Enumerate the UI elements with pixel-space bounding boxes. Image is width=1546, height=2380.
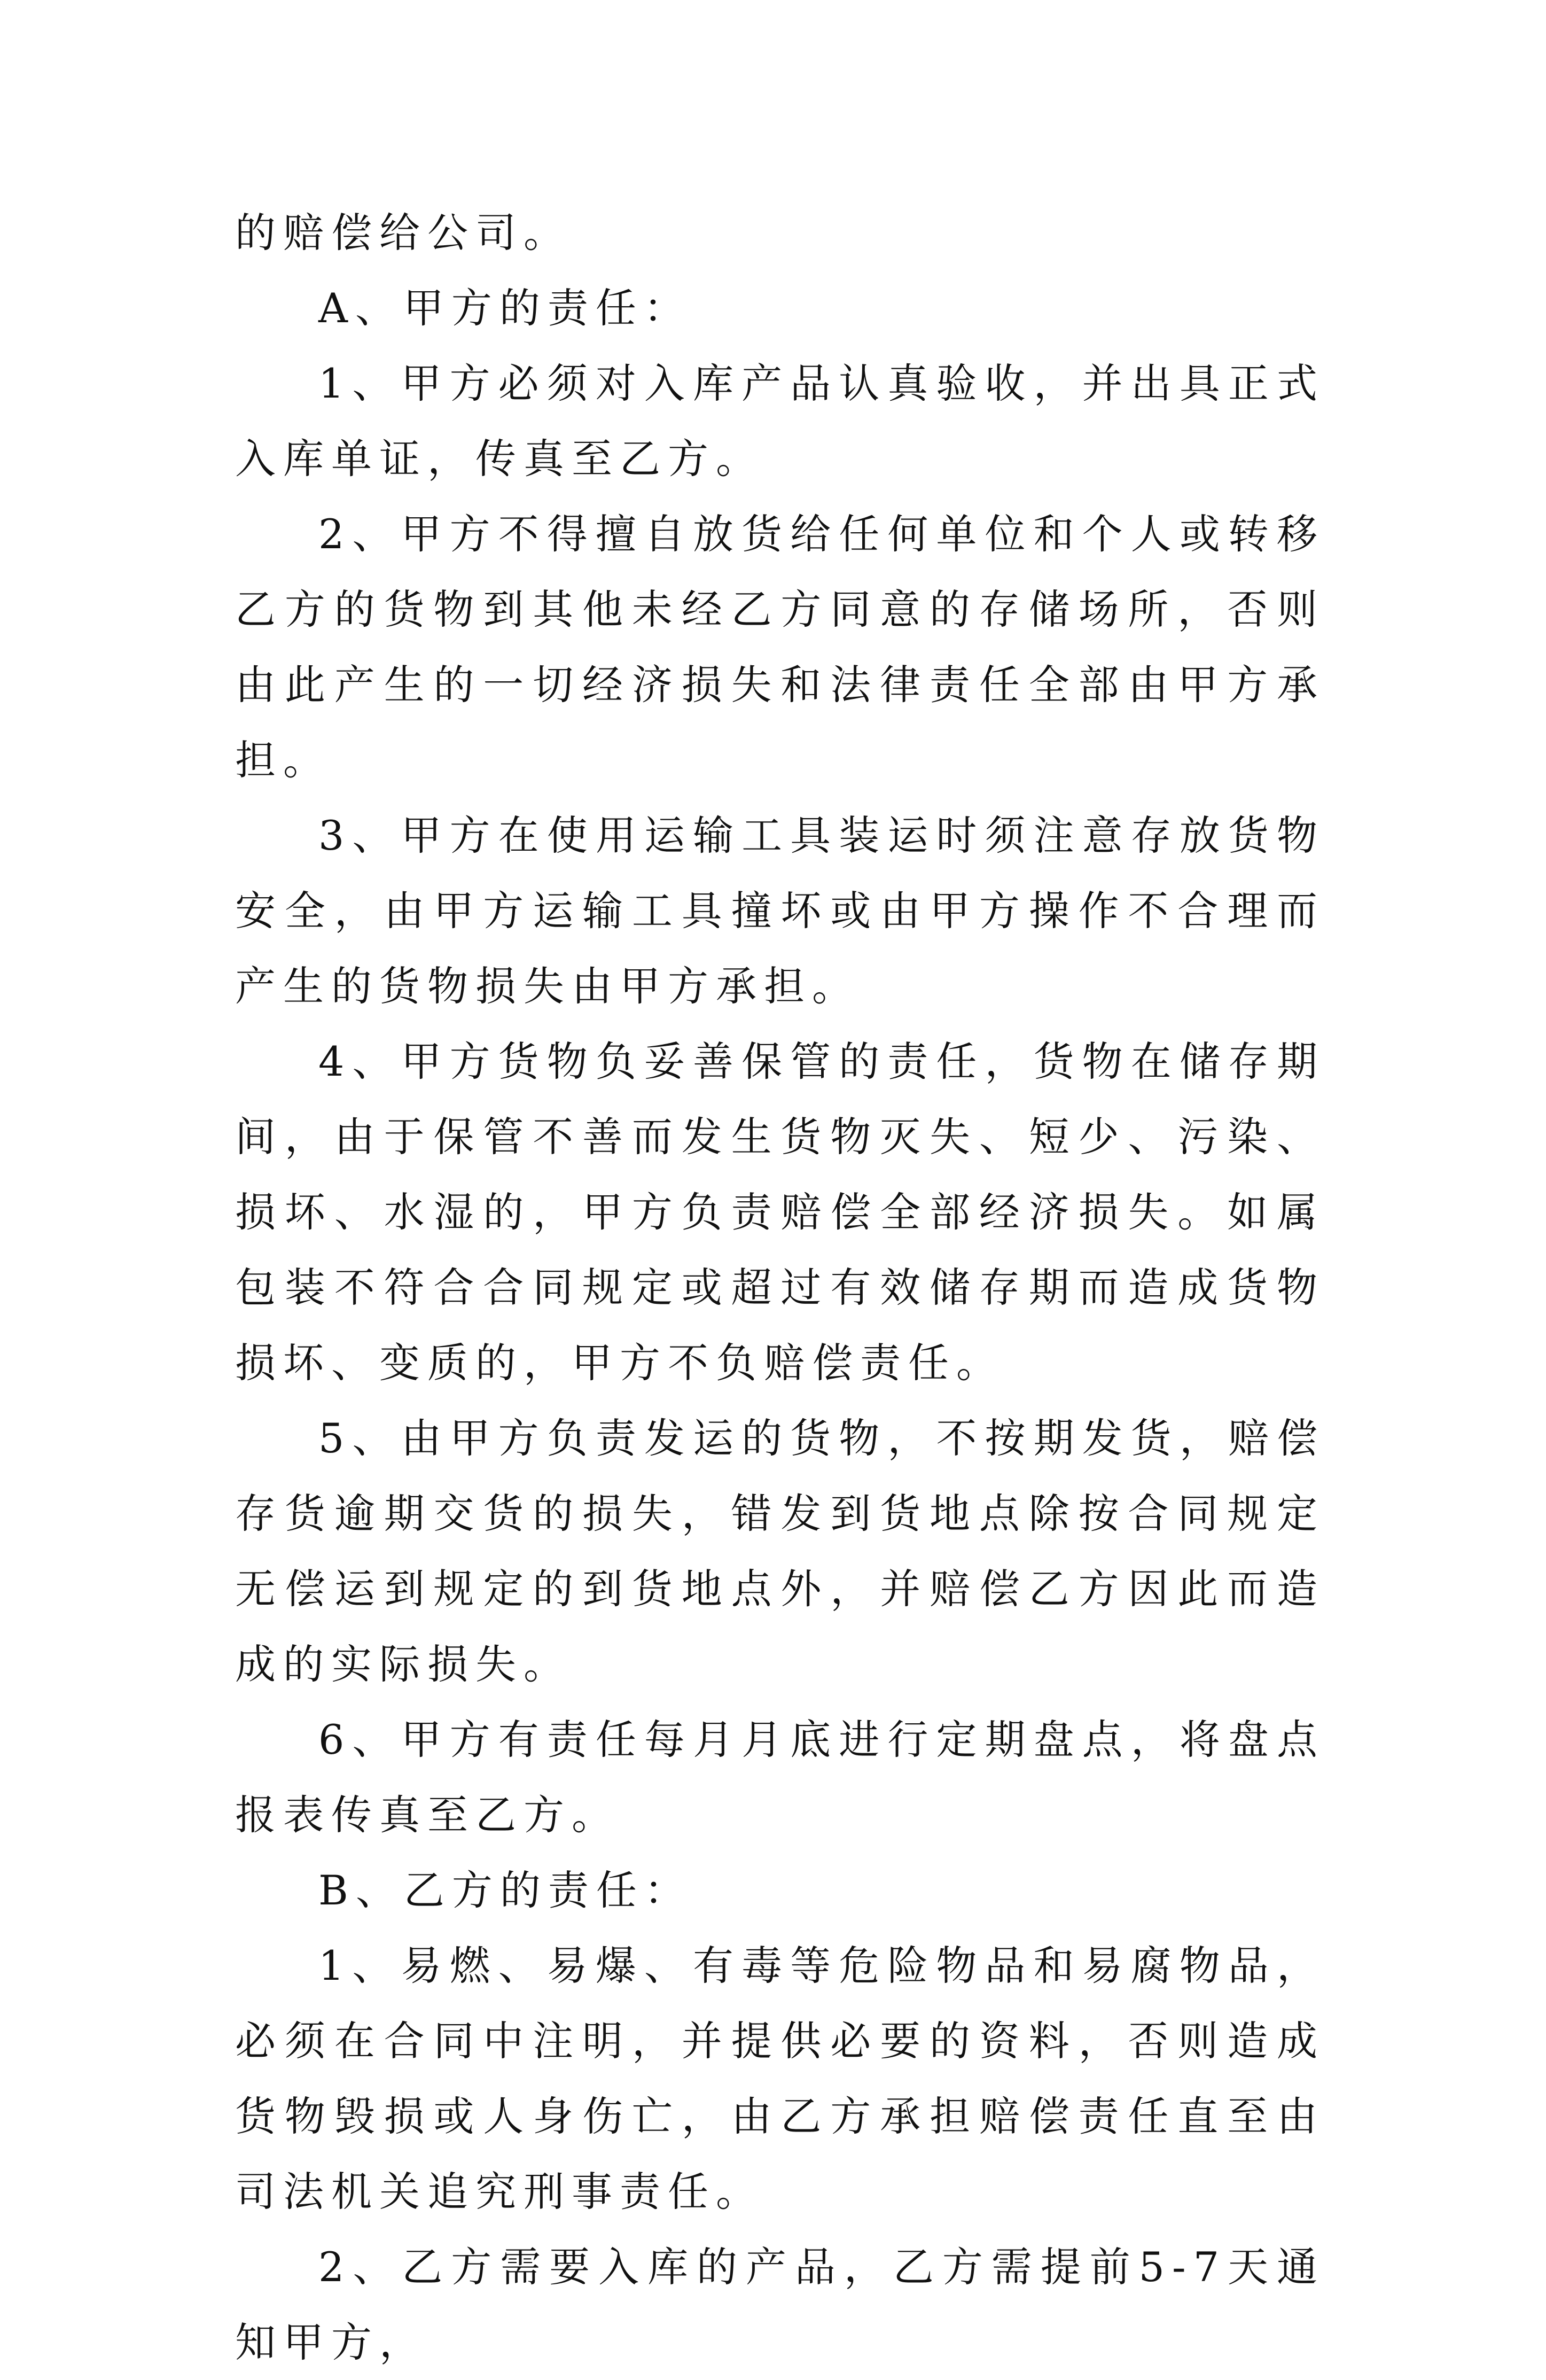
- clause-a-3: 3、甲方在使用运输工具装运时须注意存放货物安全，由甲方运输工具撞坏或由甲方操作不合理而产生的货物损失由甲方承担。: [235, 812, 1325, 1010]
- clause-a-6: 6、甲方有责任每月月底进行定期盘点，将盘点报表传真至乙方。: [235, 1716, 1325, 1839]
- document-body: [235, 195, 1325, 2380]
- clause-a-5: 5、由甲方负责发运的货物，不按期发货，赔偿存货逾期交货的损失，错发到货地点除按合同规定无偿运到规定的到货地点外，并赔偿乙方因此而造成的实际损失。: [235, 1414, 1325, 1688]
- clause-a-1: 1、甲方必须对入库产品认真验收，并出具正式入库单证，传真至乙方。: [235, 360, 1325, 483]
- paragraph-continuation: 的赔偿给公司。: [235, 209, 572, 256]
- section-heading-party-a: A、甲方的责任：: [318, 284, 692, 332]
- section-heading-party-b: B、乙方的责任：: [318, 1866, 692, 1914]
- clause-b-1: 1、易燃、易爆、有毒等危险物品和易腐物品，必须在合同中注明，并提供必要的资料，否则造成货物毁损或人身伤亡，由乙方承担赔偿责任直至由司法机关追究刑事责任。: [235, 1942, 1325, 2215]
- clause-b-2: 2、乙方需要入库的产品，乙方需提前5-7天通知甲方，: [235, 2243, 1325, 2366]
- clause-a-4: 4、甲方货物负妥善保管的责任，货物在储存期间，由于保管不善而发生货物灭失、短少、污染、损坏、水湿的，甲方负责赔偿全部经济损失。如属包装不符合合同规定或超过有效储存期而造成货物损坏、变质的，甲方不负赔偿责任。: [235, 1038, 1325, 1387]
- clause-a-2: 2、甲方不得擅自放货给任何单位和个人或转移乙方的货物到其他未经乙方同意的存储场所，否则由此产生的一切经济损失和法律责任全部由甲方承担。: [235, 510, 1325, 784]
